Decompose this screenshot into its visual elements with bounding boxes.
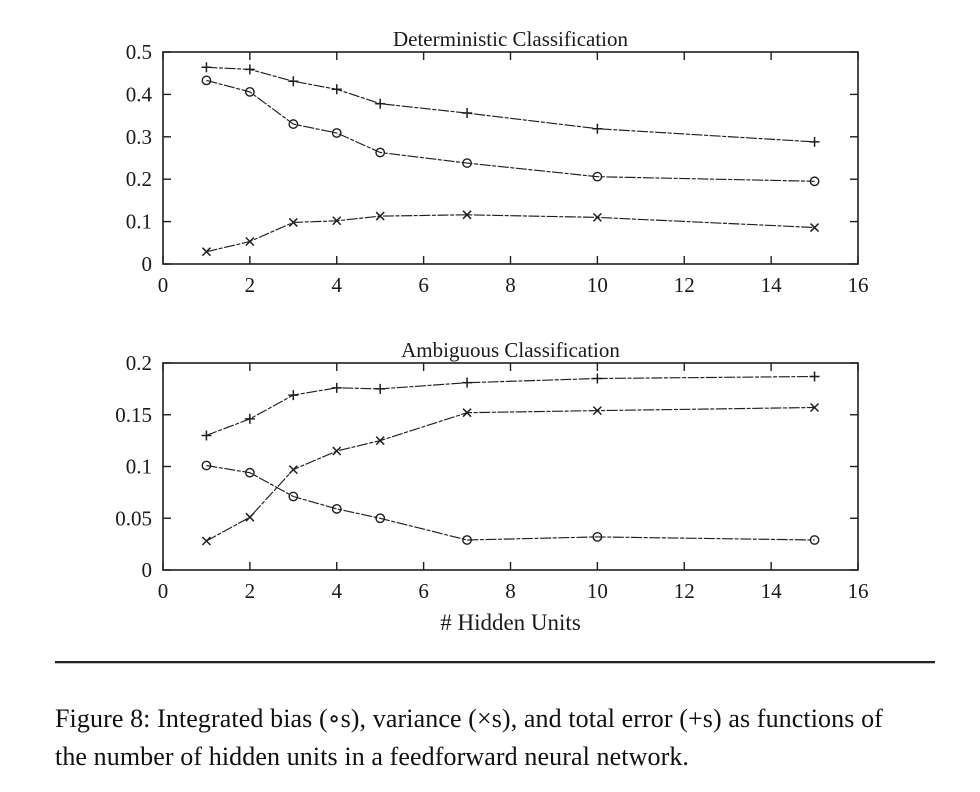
x-tick-label: 12 — [673, 579, 695, 603]
figure-caption — [55, 700, 955, 776]
y-tick-label: 0.5 — [125, 40, 152, 64]
chart-ambiguous-classification — [115, 338, 868, 635]
x-marker — [202, 537, 210, 545]
x-tick-label: 6 — [418, 579, 429, 603]
y-tick-label: 0.05 — [115, 506, 152, 531]
series-line — [206, 466, 814, 541]
series-integrated-bias — [202, 461, 819, 544]
x-tick-label: 2 — [244, 579, 256, 603]
plus-marker — [592, 124, 602, 134]
x-marker — [289, 466, 297, 474]
x-tick-label: 8 — [505, 579, 516, 603]
x-tick-label: 14 — [760, 579, 782, 603]
series-integrated-bias — [202, 76, 819, 185]
plus-marker — [592, 374, 602, 384]
x-tick-label: 12 — [673, 273, 695, 297]
y-tick-label: 0.2 — [125, 351, 152, 375]
chart-title: Deterministic Classification — [392, 27, 629, 51]
plus-marker — [462, 378, 472, 388]
y-tick-label: 0.1 — [125, 209, 152, 234]
x-tick-label: 14 — [760, 273, 782, 297]
plus-marker — [462, 108, 472, 118]
plus-marker — [201, 62, 211, 72]
plus-marker — [810, 371, 820, 381]
chart-title: Ambiguous Classification — [401, 338, 620, 362]
y-tick-label: 0 — [141, 252, 152, 276]
x-marker — [333, 447, 341, 455]
x-tick-label: 6 — [418, 273, 429, 297]
x-tick-label: 10 — [586, 273, 608, 297]
x-tick-label: 4 — [331, 579, 342, 603]
x-tick-label: 4 — [331, 273, 342, 297]
x-tick-label: 0 — [157, 273, 169, 297]
plus-marker — [810, 137, 820, 147]
plus-marker — [375, 99, 385, 109]
x-marker — [246, 238, 254, 246]
plus-marker — [288, 76, 298, 86]
x-tick-label: 0 — [157, 579, 169, 603]
axes-box — [163, 52, 858, 264]
plus-marker — [245, 414, 255, 424]
series-variance — [202, 404, 818, 546]
plus-marker — [375, 384, 385, 394]
y-tick-label: 0.15 — [115, 402, 152, 427]
x-marker — [376, 437, 384, 445]
plus-marker — [288, 390, 298, 400]
x-tick-label: 16 — [847, 579, 869, 603]
series-line — [206, 67, 814, 142]
caption-line-2: the number of hidden units in a feedforward neural network. — [55, 742, 690, 771]
x-marker — [202, 248, 210, 256]
series-total-error — [201, 62, 819, 147]
x-tick-label: 2 — [244, 273, 256, 297]
x-axis-label: # Hidden Units — [440, 610, 581, 635]
y-tick-label: 0 — [141, 558, 152, 582]
x-tick-label: 8 — [505, 273, 516, 297]
x-marker — [246, 513, 254, 521]
series-line — [206, 408, 814, 542]
circle-marker — [333, 505, 341, 513]
plus-marker — [332, 84, 342, 94]
x-tick-label: 10 — [586, 579, 608, 603]
plus-marker — [332, 383, 342, 393]
series-line — [206, 215, 814, 252]
x-marker — [593, 213, 601, 221]
figure-divider — [55, 661, 935, 663]
series-line — [206, 377, 814, 436]
y-tick-label: 0.1 — [125, 454, 152, 479]
series-total-error — [201, 371, 819, 440]
plus-marker — [201, 430, 211, 440]
x-tick-label: 16 — [847, 273, 869, 297]
y-tick-label: 0.3 — [125, 124, 152, 149]
series-variance — [202, 211, 818, 256]
y-tick-label: 0.4 — [125, 82, 152, 107]
chart-deterministic-classification — [126, 27, 869, 297]
series-line — [206, 80, 814, 181]
y-tick-label: 0.2 — [125, 167, 152, 192]
plus-marker — [245, 64, 255, 74]
caption-line-1: Figure 8: Integrated bias (∘s), variance (×s), and total error (+s) as functions of — [55, 704, 883, 733]
